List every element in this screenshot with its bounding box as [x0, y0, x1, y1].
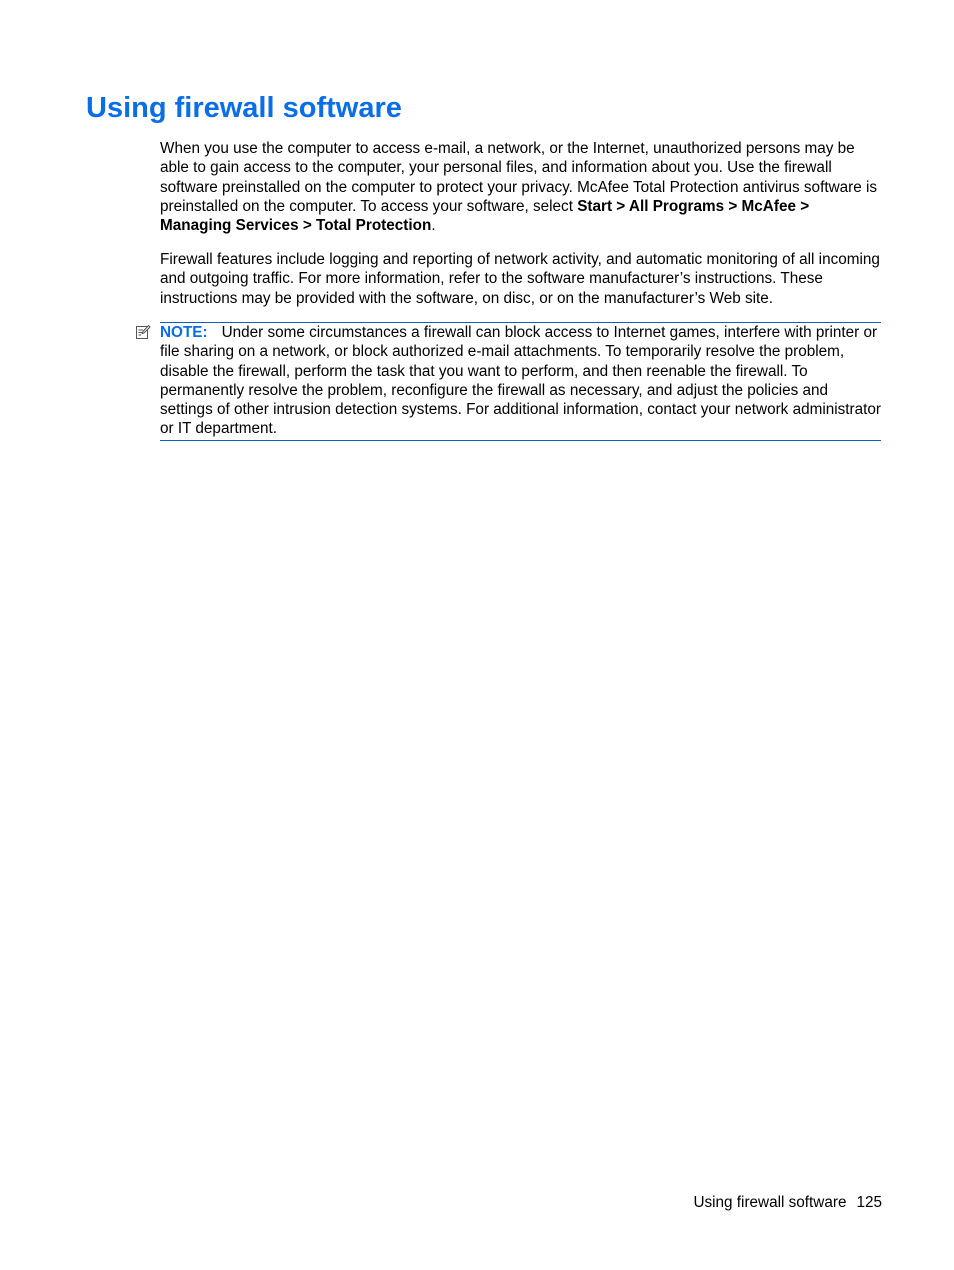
footer-section-title: Using firewall software: [693, 1194, 847, 1211]
note-text: Under some circumstances a firewall can block access to Internet games, interfere with printer or file sharing on a network, or block authorized e-mail attachments. To temporarily resolve the problem, disable the firewall, perform the task that you want to perform, and then reenable the firewall. To permanently resolve the problem, reconfigure the firewall as necessary, and adjust the policies and settings of other intrusion detection systems. For additional information, contact your network administrator or IT department.: [160, 324, 881, 438]
page-footer: [693, 1193, 882, 1212]
menu-path: Start > All Programs > McAfee > Managing Services > Total Protection: [160, 197, 810, 235]
page-number: 125: [856, 1194, 882, 1211]
note-label: NOTE:: [160, 324, 208, 341]
note-pencil-icon: [135, 324, 151, 340]
intro-text: When you use the computer to access e-mail, a network, or the Internet, unauthorized persons may be able to gain access to the computer, your personal files, and information about you. Use the firewall software preinstalled on the computer to protect your privacy. McAfee Total Protection antivirus software is preinstalled on the computer. To access your software, select: [160, 140, 878, 215]
intro-paragraph: [160, 139, 882, 235]
intro-text-end: .: [431, 217, 436, 235]
page-title: Using firewall software: [86, 92, 402, 124]
features-paragraph: Firewall features include logging and reporting of network activity, and automatic monitoring of all incoming and outgoing traffic. For more information, refer to the software manufacturer’s instructions. These instructions may be provided with the software, on disc, or on the manufacturer’s Web site.: [160, 251, 880, 307]
note-box: [160, 322, 881, 441]
